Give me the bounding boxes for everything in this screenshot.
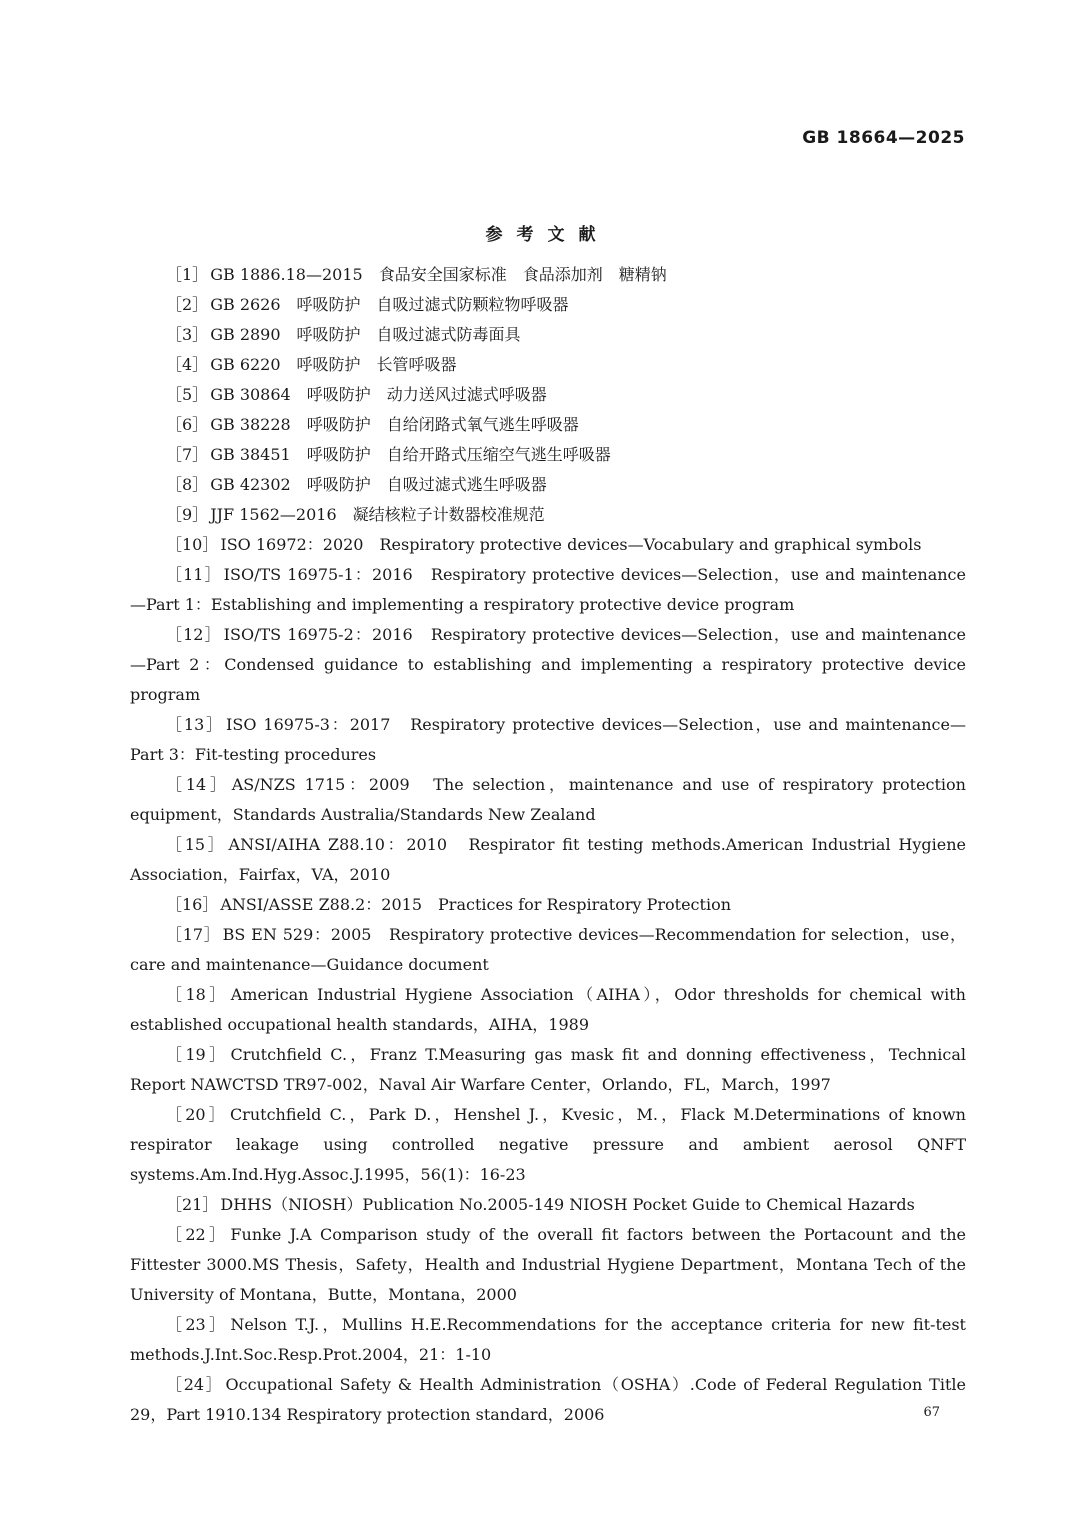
reference-number: ［16］ [166, 895, 219, 914]
reference-number: ［1］ [166, 265, 209, 284]
reference-text: ISO/TS 16975-1：2016 Respiratory protective devices—Selection，use and maintenance—Part 1：Establishing and implementing a respiratory protective device program [130, 565, 966, 614]
reference-number: ［11］ [166, 565, 222, 584]
reference-item [130, 560, 966, 620]
reference-number: ［3］ [166, 325, 209, 344]
reference-item [130, 770, 972, 830]
reference-number: ［17］ [166, 925, 221, 944]
reference-text: ISO 16975-3：2017 Respiratory protective devices—Selection，use and maintenance—Part 3：Fit-testing procedures [130, 715, 966, 764]
reference-number: ［13］ [166, 715, 225, 734]
reference-number: ［23］ [166, 1315, 229, 1334]
reference-item [130, 1190, 966, 1220]
reference-item [130, 920, 966, 980]
reference-item [130, 410, 966, 440]
reference-item [130, 980, 972, 1040]
reference-item [130, 1220, 972, 1310]
reference-item [130, 1100, 972, 1190]
reference-text: JJF 1562—2016 凝结核粒子计数器校准规范 [210, 505, 545, 524]
reference-item [130, 1040, 972, 1100]
reference-number: ［2］ [166, 295, 209, 314]
reference-item [130, 710, 966, 770]
reference-text: ANSI/AIHA Z88.10：2010 Respirator fit testing methods.American Industrial Hygiene Association，Fairfax，VA，2010 [130, 835, 972, 884]
page-number: 67 [923, 1405, 940, 1420]
reference-item [130, 320, 966, 350]
reference-number: ［5］ [166, 385, 209, 404]
reference-number: ［8］ [166, 475, 209, 494]
reference-number: ［14］ [166, 775, 230, 794]
reference-number: ［4］ [166, 355, 209, 374]
reference-number: ［24］ [166, 1375, 224, 1394]
reference-text: GB 38451 呼吸防护 自给开路式压缩空气逃生呼吸器 [210, 445, 611, 464]
standard-code: GB 18664—2025 [802, 128, 965, 148]
reference-item [130, 440, 966, 470]
reference-number: ［7］ [166, 445, 209, 464]
reference-item [130, 350, 966, 380]
reference-number: ［18］ [166, 985, 229, 1004]
reference-text: ISO/TS 16975-2：2016 Respiratory protective devices—Selection，use and maintenance—Part 2：Condensed guidance to establishing and implementing a respiratory protective device program [130, 625, 972, 704]
reference-text: Crutchfield C.，Franz T.Measuring gas mask fit and donning effectiveness，Technical Report NAWCTSD TR97-002，Naval Air Warfare Center，Orlando，FL，March，1997 [130, 1045, 972, 1094]
reference-item [130, 290, 966, 320]
reference-number: ［19］ [166, 1045, 229, 1064]
reference-text: GB 1886.18—2015 食品安全国家标准 食品添加剂 糖精钠 [210, 265, 667, 284]
reference-item [130, 890, 966, 920]
reference-number: ［9］ [166, 505, 209, 524]
reference-text: GB 2890 呼吸防护 自吸过滤式防毒面具 [210, 325, 521, 344]
reference-item [130, 1370, 972, 1430]
reference-text: AS/NZS 1715：2009 The selection，maintenance and use of respiratory protection equipment，Standards Australia/Standards New Zealand [130, 775, 972, 824]
reference-number: ［6］ [166, 415, 209, 434]
reference-text: BS EN 529：2005 Respiratory protective devices—Recommendation for selection，use，care and maintenance—Guidance document [130, 925, 966, 974]
reference-item [130, 470, 966, 500]
reference-list [130, 260, 972, 1430]
reference-text: Crutchfield C.，Park D.，Henshel J.，Kvesic，M.，Flack M.Determinations of known respirator leakage using controlled negative pressure and ambient aerosol QNFT systems.Am.Ind.Hyg.Assoc.J.1995，56(1)：16-23 [130, 1105, 972, 1184]
reference-text: American Industrial Hygiene Association（AIHA），Odor thresholds for chemical with established occupational health standards，AIHA，1989 [130, 985, 972, 1034]
reference-text: GB 2626 呼吸防护 自吸过滤式防颗粒物呼吸器 [210, 295, 569, 314]
reference-item [130, 260, 966, 290]
reference-item [130, 380, 966, 410]
reference-item [130, 500, 966, 530]
reference-text: Occupational Safety & Health Administration（OSHA）.Code of Federal Regulation Title 29，Part 1910.134 Respiratory protection standard，2006 [130, 1375, 972, 1424]
reference-number: ［20］ [166, 1105, 228, 1124]
reference-number: ［15］ [166, 835, 227, 854]
reference-number: ［12］ [166, 625, 222, 644]
reference-item [130, 1310, 972, 1370]
reference-text: GB 30864 呼吸防护 动力送风过滤式呼吸器 [210, 385, 547, 404]
page-title: 参考文献 [485, 225, 610, 245]
reference-item [130, 830, 972, 890]
reference-text: ANSI/ASSE Z88.2：2015 Practices for Respiratory Protection [220, 895, 732, 914]
reference-text: GB 38228 呼吸防护 自给闭路式氧气逃生呼吸器 [210, 415, 579, 434]
reference-text: ISO 16972：2020 Respiratory protective devices—Vocabulary and graphical symbols [220, 535, 922, 554]
reference-item [130, 530, 966, 560]
reference-text: Funke J.A Comparison study of the overall fit factors between the Portacount and the Fittester 3000.MS Thesis，Safety，Health and Industrial Hygiene Department，Montana Tech of the University of Montana，Butte，Montana，2000 [130, 1225, 972, 1304]
reference-number: ［22］ [166, 1225, 229, 1244]
reference-text: GB 6220 呼吸防护 长管呼吸器 [210, 355, 457, 374]
reference-number: ［10］ [166, 535, 219, 554]
reference-item [130, 620, 972, 710]
reference-text: GB 42302 呼吸防护 自吸过滤式逃生呼吸器 [210, 475, 547, 494]
reference-text: DHHS（NIOSH）Publication No.2005-149 NIOSH Pocket Guide to Chemical Hazards [220, 1195, 915, 1214]
reference-text: Nelson T.J.，Mullins H.E.Recommendations for the acceptance criteria for new fit-test methods.J.Int.Soc.Resp.Prot.2004，21：1-10 [130, 1315, 972, 1364]
reference-number: ［21］ [166, 1195, 219, 1214]
